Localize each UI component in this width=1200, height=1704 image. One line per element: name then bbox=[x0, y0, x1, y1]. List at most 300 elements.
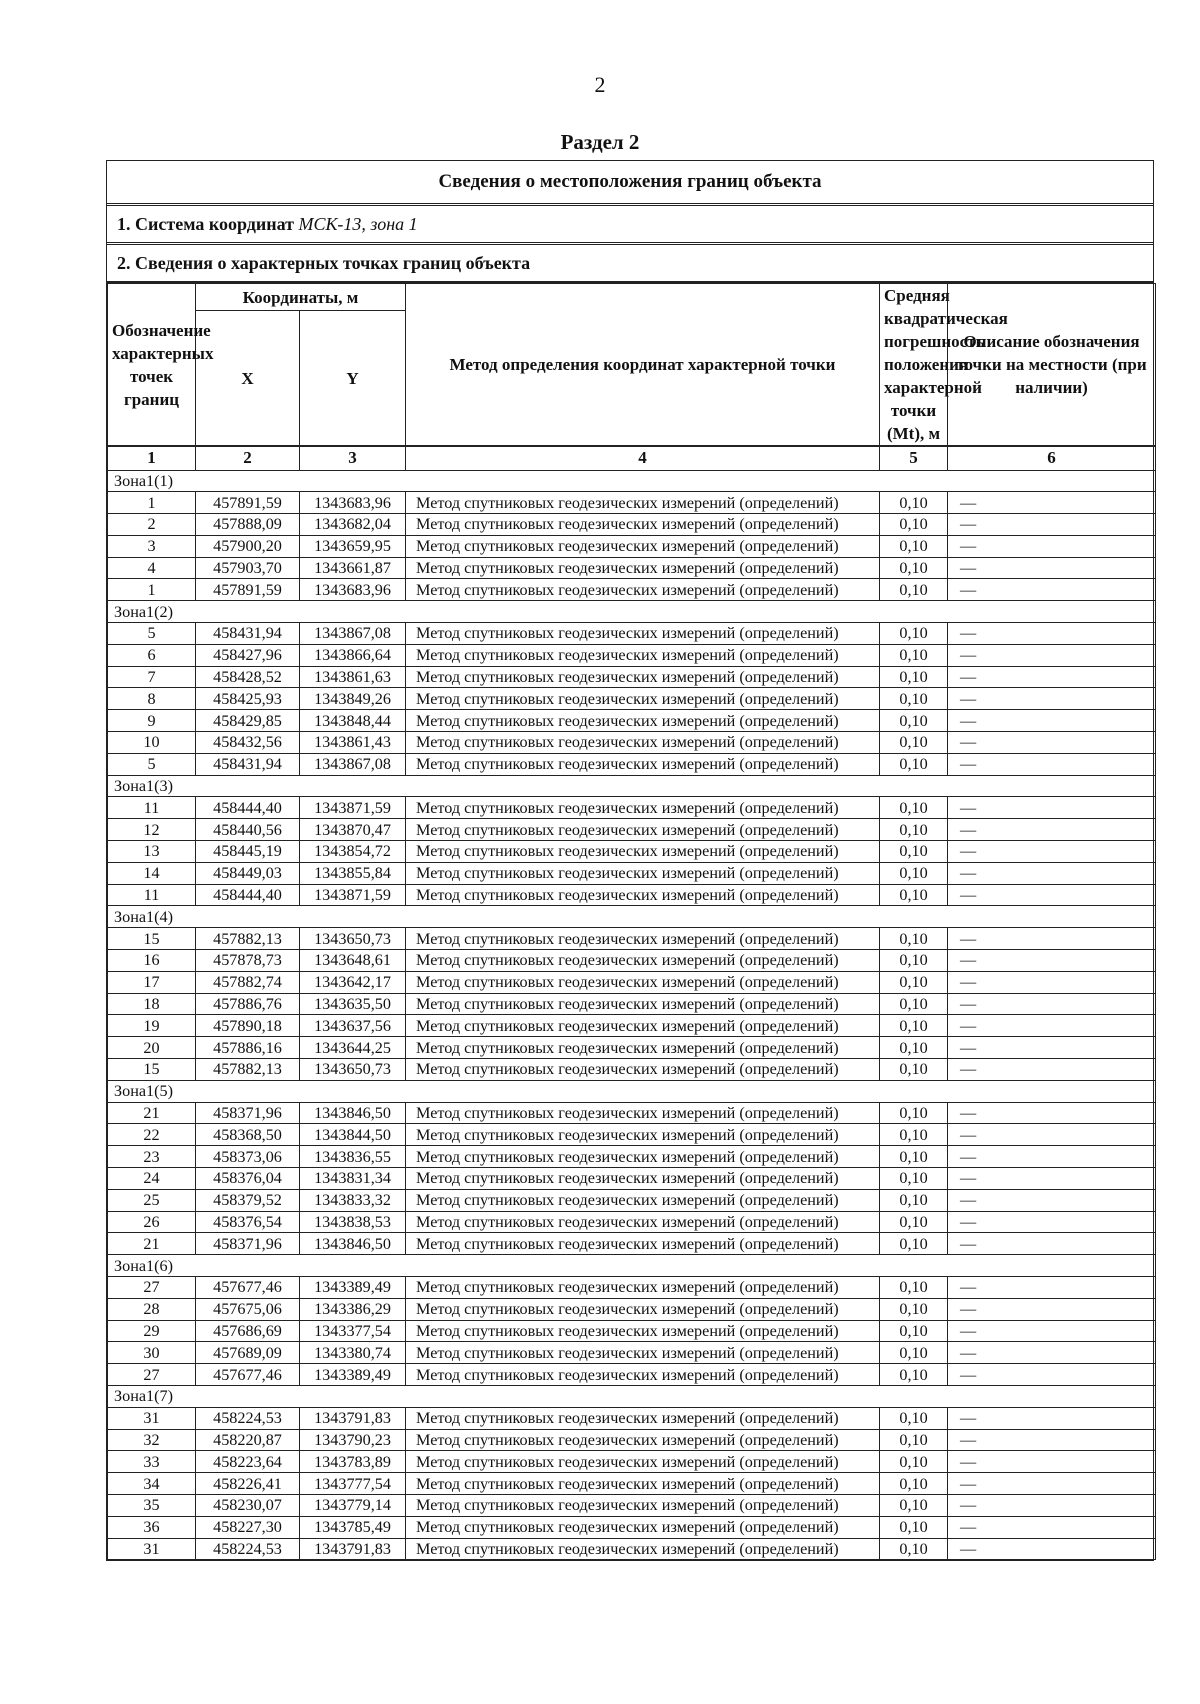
table-row bbox=[108, 579, 1156, 601]
coordinate-y: 1343836,55 bbox=[300, 1146, 406, 1168]
table-row bbox=[108, 1451, 1156, 1473]
zone-row-spacer bbox=[196, 906, 1156, 928]
coordinate-x: 458226,41 bbox=[196, 1473, 300, 1495]
description-cell: — bbox=[948, 623, 1156, 645]
coordinate-y: 1343389,49 bbox=[300, 1276, 406, 1298]
coordinate-x: 457886,16 bbox=[196, 1037, 300, 1059]
method-cell: Метод спутниковых геодезических измерений (определений) bbox=[406, 1146, 880, 1168]
coordinate-x: 458444,40 bbox=[196, 884, 300, 906]
section-title: Раздел 2 bbox=[560, 130, 640, 154]
error-value: 0,10 bbox=[880, 928, 948, 950]
method-cell: Метод спутниковых геодезических измерений (определений) bbox=[406, 1233, 880, 1255]
description-cell: — bbox=[948, 1451, 1156, 1473]
coordinate-x: 458428,52 bbox=[196, 666, 300, 688]
point-number: 16 bbox=[108, 950, 196, 972]
coordinate-y: 1343777,54 bbox=[300, 1473, 406, 1495]
point-number: 17 bbox=[108, 971, 196, 993]
coordinate-y: 1343866,64 bbox=[300, 644, 406, 666]
description-cell: — bbox=[948, 1407, 1156, 1429]
point-number: 34 bbox=[108, 1473, 196, 1495]
method-cell: Метод спутниковых геодезических измерений (определений) bbox=[406, 666, 880, 688]
description-cell: — bbox=[948, 514, 1156, 536]
coordinate-y: 1343855,84 bbox=[300, 862, 406, 884]
method-cell: Метод спутниковых геодезических измерений (определений) bbox=[406, 1102, 880, 1124]
description-cell: — bbox=[948, 841, 1156, 863]
coordinate-y: 1343861,63 bbox=[300, 666, 406, 688]
coordinate-y: 1343838,53 bbox=[300, 1211, 406, 1233]
coordinate-x: 457686,69 bbox=[196, 1320, 300, 1342]
zone-label: Зона1(2) bbox=[108, 601, 196, 623]
description-cell: — bbox=[948, 1516, 1156, 1538]
column-number: 5 bbox=[880, 446, 948, 470]
method-cell: Метод спутниковых геодезических измерений (определений) bbox=[406, 1124, 880, 1146]
coordinate-y: 1343648,61 bbox=[300, 950, 406, 972]
method-cell: Метод спутниковых геодезических измерений (определений) bbox=[406, 797, 880, 819]
zone-row bbox=[108, 1385, 1156, 1407]
description-cell: — bbox=[948, 1494, 1156, 1516]
description-cell: — bbox=[948, 993, 1156, 1015]
error-value: 0,10 bbox=[880, 993, 948, 1015]
method-cell: Метод спутниковых геодезических измерений (определений) bbox=[406, 623, 880, 645]
table-row bbox=[108, 1276, 1156, 1298]
table-row bbox=[108, 1364, 1156, 1386]
point-number: 19 bbox=[108, 1015, 196, 1037]
description-cell: — bbox=[948, 557, 1156, 579]
table-row bbox=[108, 1494, 1156, 1516]
zone-row bbox=[108, 775, 1156, 797]
error-value: 0,10 bbox=[880, 514, 948, 536]
point-number: 36 bbox=[108, 1516, 196, 1538]
coordinate-y: 1343377,54 bbox=[300, 1320, 406, 1342]
description-cell: — bbox=[948, 1320, 1156, 1342]
table-row bbox=[108, 1168, 1156, 1190]
coordinate-x: 457891,59 bbox=[196, 579, 300, 601]
point-number: 33 bbox=[108, 1451, 196, 1473]
method-cell: Метод спутниковых геодезических измерений (определений) bbox=[406, 1342, 880, 1364]
coordinate-x: 458431,94 bbox=[196, 623, 300, 645]
coordinate-x: 458431,94 bbox=[196, 753, 300, 775]
description-cell: — bbox=[948, 1168, 1156, 1190]
point-number: 31 bbox=[108, 1407, 196, 1429]
description-cell: — bbox=[948, 1189, 1156, 1211]
coordinate-x: 457890,18 bbox=[196, 1015, 300, 1037]
zone-row-spacer bbox=[196, 1080, 1156, 1102]
error-value: 0,10 bbox=[880, 1146, 948, 1168]
description-cell: — bbox=[948, 1059, 1156, 1081]
error-value: 0,10 bbox=[880, 841, 948, 863]
method-cell: Метод спутниковых геодезических измерений (определений) bbox=[406, 819, 880, 841]
table-row bbox=[108, 1015, 1156, 1037]
description-cell: — bbox=[948, 797, 1156, 819]
points-table-body bbox=[108, 470, 1156, 1560]
zone-row-spacer bbox=[196, 1385, 1156, 1407]
description-cell: — bbox=[948, 1298, 1156, 1320]
zone-row bbox=[108, 470, 1156, 492]
table-row bbox=[108, 710, 1156, 732]
coordinate-x: 457882,74 bbox=[196, 971, 300, 993]
method-cell: Метод спутниковых геодезических измерений (определений) bbox=[406, 710, 880, 732]
error-value: 0,10 bbox=[880, 950, 948, 972]
error-value: 0,10 bbox=[880, 1276, 948, 1298]
coordinate-x: 457882,13 bbox=[196, 928, 300, 950]
description-cell: — bbox=[948, 1342, 1156, 1364]
error-value: 0,10 bbox=[880, 1189, 948, 1211]
error-value: 0,10 bbox=[880, 535, 948, 557]
coordinate-y: 1343389,49 bbox=[300, 1364, 406, 1386]
point-number: 26 bbox=[108, 1211, 196, 1233]
table-row bbox=[108, 1233, 1156, 1255]
error-value: 0,10 bbox=[880, 1451, 948, 1473]
description-cell: — bbox=[948, 950, 1156, 972]
method-cell: Метод спутниковых геодезических измерений (определений) bbox=[406, 971, 880, 993]
table-row bbox=[108, 1407, 1156, 1429]
method-cell: Метод спутниковых геодезических измерений (определений) bbox=[406, 557, 880, 579]
method-cell: Метод спутниковых геодезических измерений (определений) bbox=[406, 1168, 880, 1190]
table-row bbox=[108, 1429, 1156, 1451]
point-number: 30 bbox=[108, 1342, 196, 1364]
coordinate-x: 458444,40 bbox=[196, 797, 300, 819]
error-value: 0,10 bbox=[880, 753, 948, 775]
coordinate-system-value: МСК-13, зона 1 bbox=[298, 214, 418, 234]
method-cell: Метод спутниковых геодезических измерений (определений) bbox=[406, 928, 880, 950]
point-number: 5 bbox=[108, 753, 196, 775]
coordinate-x: 458429,85 bbox=[196, 710, 300, 732]
description-cell: — bbox=[948, 579, 1156, 601]
table-row bbox=[108, 819, 1156, 841]
coordinate-x: 457677,46 bbox=[196, 1364, 300, 1386]
error-value: 0,10 bbox=[880, 1015, 948, 1037]
table-row bbox=[108, 797, 1156, 819]
coordinate-y: 1343871,59 bbox=[300, 884, 406, 906]
column-number: 4 bbox=[406, 446, 880, 470]
error-value: 0,10 bbox=[880, 1320, 948, 1342]
description-cell: — bbox=[948, 1473, 1156, 1495]
method-cell: Метод спутниковых геодезических измерений (определений) bbox=[406, 732, 880, 754]
coordinate-y: 1343682,04 bbox=[300, 514, 406, 536]
method-cell: Метод спутниковых геодезических измерений (определений) bbox=[406, 1494, 880, 1516]
coordinate-x: 458368,50 bbox=[196, 1124, 300, 1146]
point-number: 5 bbox=[108, 623, 196, 645]
error-value: 0,10 bbox=[880, 971, 948, 993]
table-row bbox=[108, 666, 1156, 688]
coordinate-x: 457677,46 bbox=[196, 1276, 300, 1298]
point-number: 8 bbox=[108, 688, 196, 710]
description-cell: — bbox=[948, 688, 1156, 710]
coordinate-y: 1343867,08 bbox=[300, 753, 406, 775]
point-number: 11 bbox=[108, 797, 196, 819]
coordinate-x: 458440,56 bbox=[196, 819, 300, 841]
method-cell: Метод спутниковых геодезических измерений (определений) bbox=[406, 1320, 880, 1342]
point-number: 27 bbox=[108, 1276, 196, 1298]
coordinate-y: 1343833,32 bbox=[300, 1189, 406, 1211]
coordinate-x: 457882,13 bbox=[196, 1059, 300, 1081]
zone-label: Зона1(5) bbox=[108, 1080, 196, 1102]
column-number: 6 bbox=[948, 446, 1156, 470]
point-number: 13 bbox=[108, 841, 196, 863]
point-number: 15 bbox=[108, 928, 196, 950]
error-value: 0,10 bbox=[880, 1124, 948, 1146]
header-description: Описание обозначения точки на местности (при наличии) bbox=[948, 284, 1156, 447]
coordinate-y: 1343635,50 bbox=[300, 993, 406, 1015]
coordinate-x: 458230,07 bbox=[196, 1494, 300, 1516]
coordinate-x: 458224,53 bbox=[196, 1407, 300, 1429]
description-cell: — bbox=[948, 1364, 1156, 1386]
column-number: 1 bbox=[108, 446, 196, 470]
error-value: 0,10 bbox=[880, 1059, 948, 1081]
error-value: 0,10 bbox=[880, 710, 948, 732]
method-cell: Метод спутниковых геодезических измерений (определений) bbox=[406, 993, 880, 1015]
coordinate-y: 1343661,87 bbox=[300, 557, 406, 579]
zone-label: Зона1(6) bbox=[108, 1255, 196, 1277]
error-value: 0,10 bbox=[880, 1211, 948, 1233]
description-cell: — bbox=[948, 1102, 1156, 1124]
table-row bbox=[108, 1538, 1156, 1560]
coordinate-y: 1343380,74 bbox=[300, 1342, 406, 1364]
coordinate-x: 458227,30 bbox=[196, 1516, 300, 1538]
coordinate-x: 458376,04 bbox=[196, 1168, 300, 1190]
method-cell: Метод спутниковых геодезических измерений (определений) bbox=[406, 1276, 880, 1298]
error-value: 0,10 bbox=[880, 862, 948, 884]
coordinate-x: 457888,09 bbox=[196, 514, 300, 536]
table-row bbox=[108, 1298, 1156, 1320]
method-cell: Метод спутниковых геодезических измерений (определений) bbox=[406, 1364, 880, 1386]
point-number: 23 bbox=[108, 1146, 196, 1168]
table-row bbox=[108, 1037, 1156, 1059]
zone-row-spacer bbox=[196, 470, 1156, 492]
zone-row-spacer bbox=[196, 601, 1156, 623]
point-number: 24 bbox=[108, 1168, 196, 1190]
coordinate-y: 1343642,17 bbox=[300, 971, 406, 993]
header-designation: Обозначение характерных точек границ bbox=[108, 284, 196, 447]
description-cell: — bbox=[948, 1015, 1156, 1037]
coordinate-x: 458379,52 bbox=[196, 1189, 300, 1211]
page-number: 2 bbox=[594, 72, 606, 97]
point-number: 2 bbox=[108, 514, 196, 536]
table-row bbox=[108, 928, 1156, 950]
method-cell: Метод спутниковых геодезических измерений (определений) bbox=[406, 950, 880, 972]
method-cell: Метод спутниковых геодезических измерений (определений) bbox=[406, 688, 880, 710]
zone-row bbox=[108, 1255, 1156, 1277]
method-cell: Метод спутниковых геодезических измерений (определений) bbox=[406, 1059, 880, 1081]
coordinate-y: 1343844,50 bbox=[300, 1124, 406, 1146]
method-cell: Метод спутниковых геодезических измерений (определений) bbox=[406, 1407, 880, 1429]
coordinate-x: 457891,59 bbox=[196, 492, 300, 514]
coordinate-x: 458449,03 bbox=[196, 862, 300, 884]
method-cell: Метод спутниковых геодезических измерений (определений) bbox=[406, 753, 880, 775]
point-number: 25 bbox=[108, 1189, 196, 1211]
error-value: 0,10 bbox=[880, 1538, 948, 1560]
coordinate-y: 1343846,50 bbox=[300, 1233, 406, 1255]
coordinate-y: 1343871,59 bbox=[300, 797, 406, 819]
coordinate-y: 1343683,96 bbox=[300, 579, 406, 601]
error-value: 0,10 bbox=[880, 1102, 948, 1124]
error-value: 0,10 bbox=[880, 1298, 948, 1320]
coordinate-y: 1343386,29 bbox=[300, 1298, 406, 1320]
table-row bbox=[108, 1102, 1156, 1124]
error-value: 0,10 bbox=[880, 492, 948, 514]
table-row bbox=[108, 1342, 1156, 1364]
point-number: 21 bbox=[108, 1233, 196, 1255]
method-cell: Метод спутниковых геодезических измерений (определений) bbox=[406, 1189, 880, 1211]
point-number: 1 bbox=[108, 579, 196, 601]
description-cell: — bbox=[948, 1538, 1156, 1560]
coordinate-x: 458371,96 bbox=[196, 1233, 300, 1255]
coordinate-y: 1343659,95 bbox=[300, 535, 406, 557]
description-cell: — bbox=[948, 819, 1156, 841]
point-number: 4 bbox=[108, 557, 196, 579]
description-cell: — bbox=[948, 928, 1156, 950]
coordinate-x: 458376,54 bbox=[196, 1211, 300, 1233]
point-number: 27 bbox=[108, 1364, 196, 1386]
description-cell: — bbox=[948, 1146, 1156, 1168]
error-value: 0,10 bbox=[880, 557, 948, 579]
error-value: 0,10 bbox=[880, 644, 948, 666]
table-row bbox=[108, 950, 1156, 972]
method-cell: Метод спутниковых геодезических измерений (определений) bbox=[406, 535, 880, 557]
method-cell: Метод спутниковых геодезических измерений (определений) bbox=[406, 1451, 880, 1473]
point-number: 28 bbox=[108, 1298, 196, 1320]
table-row bbox=[108, 862, 1156, 884]
point-number: 15 bbox=[108, 1059, 196, 1081]
table-row bbox=[108, 1189, 1156, 1211]
coordinate-x: 458427,96 bbox=[196, 644, 300, 666]
point-number: 21 bbox=[108, 1102, 196, 1124]
coordinate-x: 458223,64 bbox=[196, 1451, 300, 1473]
zone-label: Зона1(7) bbox=[108, 1385, 196, 1407]
error-value: 0,10 bbox=[880, 579, 948, 601]
coordinate-y: 1343870,47 bbox=[300, 819, 406, 841]
point-number: 10 bbox=[108, 732, 196, 754]
point-number: 12 bbox=[108, 819, 196, 841]
boundary-document bbox=[106, 160, 1154, 1561]
coordinate-x: 457689,09 bbox=[196, 1342, 300, 1364]
zone-label: Зона1(3) bbox=[108, 775, 196, 797]
error-value: 0,10 bbox=[880, 1037, 948, 1059]
error-value: 0,10 bbox=[880, 623, 948, 645]
method-cell: Метод спутниковых геодезических измерений (определений) bbox=[406, 644, 880, 666]
method-cell: Метод спутниковых геодезических измерений (определений) bbox=[406, 884, 880, 906]
coordinate-x: 458224,53 bbox=[196, 1538, 300, 1560]
coordinate-x: 458432,56 bbox=[196, 732, 300, 754]
zone-label: Зона1(4) bbox=[108, 906, 196, 928]
coordinate-x: 457878,73 bbox=[196, 950, 300, 972]
coordinate-system-label: 1. Система координат bbox=[117, 214, 294, 234]
point-number: 1 bbox=[108, 492, 196, 514]
point-number: 14 bbox=[108, 862, 196, 884]
column-number: 2 bbox=[196, 446, 300, 470]
coordinate-y: 1343848,44 bbox=[300, 710, 406, 732]
description-cell: — bbox=[948, 710, 1156, 732]
column-number: 3 bbox=[300, 446, 406, 470]
table-row bbox=[108, 732, 1156, 754]
description-cell: — bbox=[948, 1037, 1156, 1059]
table-row bbox=[108, 535, 1156, 557]
table-row bbox=[108, 644, 1156, 666]
point-number: 29 bbox=[108, 1320, 196, 1342]
zone-row bbox=[108, 601, 1156, 623]
description-cell: — bbox=[948, 1276, 1156, 1298]
table-row bbox=[108, 753, 1156, 775]
method-cell: Метод спутниковых геодезических измерений (определений) bbox=[406, 1538, 880, 1560]
table-row bbox=[108, 688, 1156, 710]
table-row bbox=[108, 1516, 1156, 1538]
method-cell: Метод спутниковых геодезических измерений (определений) bbox=[406, 1211, 880, 1233]
table-row bbox=[108, 993, 1156, 1015]
coordinate-y: 1343637,56 bbox=[300, 1015, 406, 1037]
header-coordinates: Координаты, м bbox=[196, 284, 406, 311]
coordinate-y: 1343791,83 bbox=[300, 1538, 406, 1560]
coordinate-y: 1343644,25 bbox=[300, 1037, 406, 1059]
error-value: 0,10 bbox=[880, 819, 948, 841]
coordinate-system bbox=[107, 206, 1153, 245]
table-row bbox=[108, 623, 1156, 645]
coordinate-x: 457900,20 bbox=[196, 535, 300, 557]
description-cell: — bbox=[948, 971, 1156, 993]
table-row bbox=[108, 1124, 1156, 1146]
table-row bbox=[108, 1320, 1156, 1342]
description-cell: — bbox=[948, 1211, 1156, 1233]
description-cell: — bbox=[948, 492, 1156, 514]
coordinate-y: 1343849,26 bbox=[300, 688, 406, 710]
coordinate-x: 458220,87 bbox=[196, 1429, 300, 1451]
table-row bbox=[108, 557, 1156, 579]
error-value: 0,10 bbox=[880, 732, 948, 754]
error-value: 0,10 bbox=[880, 1364, 948, 1386]
error-value: 0,10 bbox=[880, 666, 948, 688]
coordinate-x: 457886,76 bbox=[196, 993, 300, 1015]
point-number: 35 bbox=[108, 1494, 196, 1516]
description-cell: — bbox=[948, 862, 1156, 884]
point-number: 22 bbox=[108, 1124, 196, 1146]
zone-row-spacer bbox=[196, 1255, 1156, 1277]
table-row bbox=[108, 884, 1156, 906]
table-row bbox=[108, 971, 1156, 993]
coordinate-x: 457675,06 bbox=[196, 1298, 300, 1320]
zone-row-spacer bbox=[196, 775, 1156, 797]
coordinate-y: 1343791,83 bbox=[300, 1407, 406, 1429]
method-cell: Метод спутниковых геодезических измерений (определений) bbox=[406, 492, 880, 514]
error-value: 0,10 bbox=[880, 1494, 948, 1516]
point-number: 9 bbox=[108, 710, 196, 732]
coordinate-y: 1343785,49 bbox=[300, 1516, 406, 1538]
error-value: 0,10 bbox=[880, 1407, 948, 1429]
description-cell: — bbox=[948, 753, 1156, 775]
point-number: 6 bbox=[108, 644, 196, 666]
table-row bbox=[108, 1059, 1156, 1081]
error-value: 0,10 bbox=[880, 797, 948, 819]
point-number: 31 bbox=[108, 1538, 196, 1560]
point-number: 18 bbox=[108, 993, 196, 1015]
coordinate-y: 1343854,72 bbox=[300, 841, 406, 863]
coordinate-y: 1343650,73 bbox=[300, 1059, 406, 1081]
point-number: 20 bbox=[108, 1037, 196, 1059]
description-cell: — bbox=[948, 1429, 1156, 1451]
coordinate-y: 1343779,14 bbox=[300, 1494, 406, 1516]
method-cell: Метод спутниковых геодезических измерений (определений) bbox=[406, 1015, 880, 1037]
header-x: X bbox=[196, 311, 300, 446]
point-number: 11 bbox=[108, 884, 196, 906]
table-row bbox=[108, 841, 1156, 863]
description-cell: — bbox=[948, 535, 1156, 557]
coordinate-x: 458371,96 bbox=[196, 1102, 300, 1124]
description-cell: — bbox=[948, 1233, 1156, 1255]
table-row bbox=[108, 492, 1156, 514]
coordinate-y: 1343790,23 bbox=[300, 1429, 406, 1451]
point-number: 32 bbox=[108, 1429, 196, 1451]
table-row bbox=[108, 1473, 1156, 1495]
points-table bbox=[107, 283, 1156, 1560]
method-cell: Метод спутниковых геодезических измерений (определений) bbox=[406, 1516, 880, 1538]
